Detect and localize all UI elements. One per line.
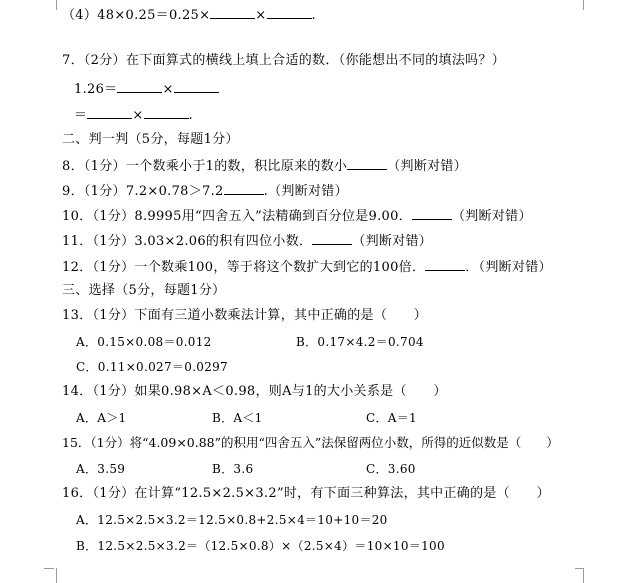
q7-text: 7．（2分）在下面算式的横线上填上合适的数．（你能想出不同的填法吗？） [62,53,506,68]
q13-option-b[interactable]: B．0.17×4.2＝0.704 [296,335,424,349]
crop-mark-top-left [44,0,57,10]
q14-option-a[interactable]: A．A＞1 [76,411,127,425]
q13-text: 13．（1分）下面有三道小数乘法计算，其中正确的是（ ） [62,308,428,323]
q8-text: 8．（1分）一个数乘小于1的数，积比原来的数小 [62,159,348,174]
answer-blank[interactable] [267,6,312,19]
q16-text: 16．（1分）在计算“12.5×2.5×3.2”时，有下面三种算法，其中正确的是（ ） [62,486,550,501]
eq1-lhs: 1.26＝ [74,82,118,97]
q12-text: 12．（1分）一个数乘100，等于将这个数扩大到它的100倍． [62,260,426,275]
times-sign: × [255,8,267,23]
q9 [62,182,348,200]
equals-sign: ＝ [74,108,88,123]
q16-option-a[interactable]: A．12.5×2.5×3.2＝12.5×0.8+2.5×4＝10+10＝20 [76,513,388,527]
q10 [62,207,532,225]
answer-blank[interactable] [144,106,189,119]
q6-part4-text: （4）48×0.25＝0.25× [62,8,211,23]
q16-option-b[interactable]: B．12.5×2.5×3.2＝（12.5×0.8）×（2.5×4）＝10×10＝100 [76,539,445,553]
q14-text: 14．（1分）如果0.98×A＜0.98，则A与1的大小关系是（ ） [62,384,447,399]
section-3-heading: 三、选择（5分，每题1分） [62,283,226,298]
crop-mark-bottom-left-v [56,568,69,583]
answer-blank[interactable] [210,6,255,19]
q11-hint: （判断对错） [352,234,433,249]
answer-blank[interactable] [87,106,132,119]
q14-option-c[interactable]: C．A＝1 [366,411,417,425]
answer-blank[interactable] [224,182,264,195]
period: . [188,108,193,123]
q15-text: 15．（1分）将“4.09×0.88”的积用“四舍五入”法保留两位小数，所得的近似数是（ ） [62,435,559,450]
q10-text: 10．（1分）8.9995用“四舍五入”法精确到百分位是9.00． [62,209,412,224]
q12 [62,258,552,276]
q11-text: 11．（1分）3.03×2.06的积有四位小数． [62,234,313,249]
times-sign: × [132,108,144,123]
q6-part4 [62,6,316,24]
period: . [311,8,316,23]
q9-text: 9．（1分）7.2×0.78＞7.2 [62,184,224,199]
q13-option-a[interactable]: A．0.15×0.08＝0.012 [76,335,212,349]
crop-mark-top-right [583,0,596,10]
q8 [62,157,467,175]
q7-equation-1 [74,80,219,98]
q12-hint: ．（判断对错） [465,260,552,275]
answer-blank[interactable] [412,207,452,220]
answer-blank[interactable] [425,258,465,271]
answer-blank[interactable] [117,80,162,93]
crop-mark-bottom-right [583,568,596,583]
answer-blank[interactable] [174,80,219,93]
section-2-heading: 二、判一判（5分，每题1分） [62,132,239,147]
q15-option-c[interactable]: C．3.60 [366,462,416,476]
crop-mark-bottom-right-h [575,568,583,581]
q9-hint: .（判断对错） [263,184,348,199]
answer-blank[interactable] [347,157,387,170]
q11 [62,232,432,250]
q13-option-c[interactable]: C．0.11×0.027＝0.0297 [76,360,228,374]
answer-blank[interactable] [312,232,352,245]
q15-option-a[interactable]: A．3.59 [76,462,126,476]
crop-mark-bottom-left [44,568,54,581]
q8-hint: （判断对错） [387,159,468,174]
q15-option-b[interactable]: B．3.6 [212,462,254,476]
q10-hint: （判断对错） [451,209,532,224]
times-sign: × [162,82,174,97]
q7-equation-2 [74,106,193,124]
q14-option-b[interactable]: B．A＜1 [212,411,263,425]
